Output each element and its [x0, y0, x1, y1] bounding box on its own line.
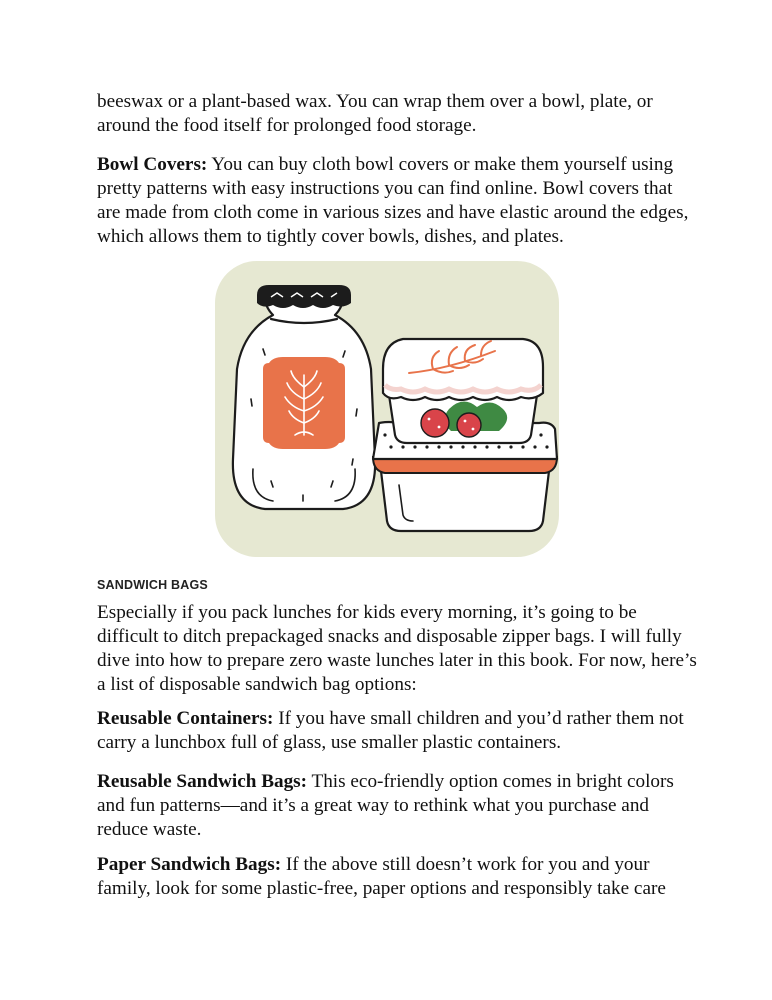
- paragraph-reusable-containers: [97, 707, 697, 755]
- paragraph-label: Reusable Sandwich Bags:: [97, 771, 308, 792]
- paragraph-wax-wraps: [97, 90, 697, 138]
- paragraph-text: You can buy cloth bowl covers or make them yourself using pretty patterns with easy instructions you can find online. Bowl covers that are made from cloth come in various sizes and have elastic around the edges, which allows them to tightly cover bowls, dishes, and plates.: [97, 154, 689, 247]
- paragraph-sandwich-intro: [97, 601, 697, 697]
- paragraph-label: Reusable Containers:: [97, 708, 274, 729]
- paragraph-text: This eco-friendly option comes in bright colors and fun patterns—and it’s a great way to rethink what you purchase and reduce waste.: [97, 771, 674, 840]
- paragraph-bowl-covers: [97, 153, 697, 249]
- paragraph-text: If you have small children and you’d rather them not carry a lunchbox full of glass, use smaller plastic containers.: [97, 708, 684, 753]
- paragraph-text: If the above still doesn’t work for you and your family, look for some plastic-free, paper options and responsibly take care: [97, 854, 666, 899]
- paragraph-label: Bowl Covers:: [97, 154, 208, 175]
- paragraph-reusable-sandwich-bags: [97, 770, 697, 842]
- jar-cloth-cap: [257, 285, 351, 308]
- jar-label: [263, 357, 345, 449]
- top-container-icon: [383, 339, 543, 443]
- paragraph-text: Especially if you pack lunches for kids every morning, it’s going to be difficult to ditch prepackaged snacks and disposable zipper bags. I will fully dive into how to prepare zero waste lunches later in this book. For now, here’s a list of disposable sandwich bag options:: [97, 602, 697, 695]
- section-heading: SANDWICH BAGS: [97, 578, 208, 592]
- paragraph-label: Paper Sandwich Bags:: [97, 854, 282, 875]
- paragraph-paper-sandwich-bags: [97, 853, 697, 901]
- paragraph-text: beeswax or a plant-based wax. You can wrap them over a bowl, plate, or around the food itself for prolonged food storage.: [97, 91, 653, 136]
- glass-jar-and-covered-containers-icon: [213, 259, 561, 559]
